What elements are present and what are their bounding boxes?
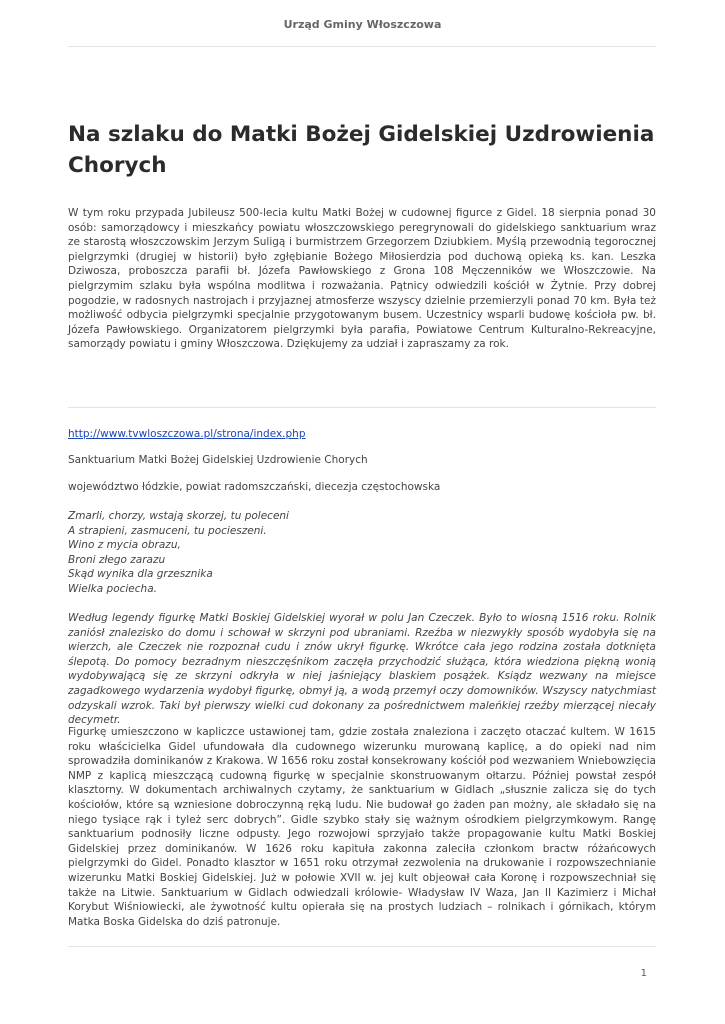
header-divider	[68, 46, 656, 47]
poem-line: Wielka pociecha.	[68, 582, 157, 595]
poem-line: Skąd wynika dla grzesznika	[68, 568, 213, 581]
history-paragraph: Figurkę umieszczono w kapliczce ustawionej tam, gdzie została znaleziona i zaczęto otaczać kultem. W 1615 roku właścicielka Gidel ufundowała dla cudownego wizerunku murowaną kaplicę, a do opieki nad nim sprowadziła dominikanów z Krakowa. W 1656 roku został konsekrowany kościół pod wezwaniem Wniebowzięcia NMP z kaplicą mieszczącą cudowną figurkę w specjalnie skonstruowanym ołtarzu. Później powstał zespół klasztorny. W dokumentach archiwalnych czytamy, że sanktuarium w Gidlach „słusznie zalicza się do tych kościołów, które są wzniesione dobroczynną ręką ludu. Nie budował go żaden pan możny, ale składało się na niego tysiące rąk i tyleż serc dobrych”. Gidle szybko stały się ważnym ośrodkiem pielgrzymkowym. Rangę sanktuarium podnosiły liczne odpusty. Jego rozwojowi sprzyjało także propagowanie kultu Matki Boskiej Gidelskiej przez dominikanów. W 1626 roku kapituła zakonna zaleciła członkom bractw różańcowych pielgrzymki do Gidel. Ponadto klasztor w 1651 roku otrzymał zezwolenia na drukowanie i rozpowszechnianie wizerunku Matki Boskiej Gidelskiej. Już w połowie XVII w. jej kult objeował cała Koronę i rozpowszechniał się także na Litwie. Sanktuarium w Gidlach odwiedzali królowie- Władysław IV Waza, Jan II Kazimierz i Michał Korybut Wiśniowiecki, ale żywotność kultu opierała się na prostych ludziach – rolnikach i górnikach, którym Matka Boska Gidelska do dziś patronuje.	[68, 726, 656, 928]
site-header: Urząd Gminy Włoszczowa	[283, 18, 442, 31]
source-link[interactable]: http://www.tvwloszczowa.pl/strona/index.php	[68, 428, 306, 440]
poem-line: Wino z mycia obrazu,	[68, 539, 181, 552]
page-number: 1	[640, 968, 647, 979]
footer-divider	[68, 946, 656, 947]
poem	[68, 509, 656, 597]
poem-line: A strapieni, zasmuceni, tu pocieszeni.	[68, 524, 267, 537]
sanctuary-location: województwo łódzkie, powiat radomszczański, diecezja częstochowska	[68, 481, 441, 493]
sanctuary-name: Sanktuarium Matki Bożej Gidelskiej Uzdrowienie Chorych	[68, 454, 368, 466]
article-intro: W tym roku przypada Jubileusz 500-lecia kultu Matki Bożej w cudownej figurce z Gidel. 18 sierpnia ponad 30 osób: samorządowcy i mieszkańcy powiatu włoszczowskiego peregrynowali do gidelskiego sanktuarium wraz ze starostą włoszczowskim Jerzym Suligą i burmistrzem Grzegorzem Dziubkiem. Myślą przewodnią tegorocznej pielgrzymki (drugiej w historii) było zgłębianie Bożego Miłosierdzia pod duchową opieką ks. kan. Leszka Dziwosza, proboszcza parafii bł. Józefa Pawłowskiego z Grona 108 Męczenników we Włoszczowie. Na pielgrzymim szlaku była wspólna modlitwa i rozważania. Pątnicy odwiedzili kościół w Żytnie. Przy dobrej pogodzie, w radosnych nastrojach i przyjaznej atmosferze wszyscy dzielnie przemierzyli ponad 70 km. Była też możliwość odbycia pielgrzymki specjalnie przygotowanym busem. Uczestnicy wsparli budowę kościoła pw. bł. Józefa Pawłowskiego. Organizatorem pielgrzymki była parafia, Powiatowe Centrum Kulturalno-Rekreacyjne, samorządy powiatu i gminy Włoszczowa. Dziękujemy za udział i zapraszamy za rok.	[68, 207, 656, 351]
legend-paragraph: Według legendy figurkę Matki Boskiej Gidelskiej wyorał w polu Jan Czeczek. Było to wiosną 1516 roku. Rolnik zaniósł znalezisko do domu i schował w skrzyni pod ubraniami. Rzeźba w niezwykły sposób wydobyła się na wierzch, ale Czeczek nie rozpoznał cudu i znów ukrył figurkę. Wkrótce cała jego rodzina została dotknięta ślepotą. Do pomocy bezradnym nieszczęśnikom zaczęła przychodzić służąca, która wiedziona piękną wonią wydobywającą się ze skrzyni odkryła w niej jaśniejący blaskiem posążek. Ksiądz wezwany na miejsce zagadkowego wydarzenia wydobył figurkę, obmył ją, a wodą przemył oczy domowników. Wszyscy natychmiast odzyskali wzrok. Taki był pierwszy wielki cud dokonany za pośrednictwem maleńkiej rzeźby mierzącej niecały decymetr.	[68, 612, 656, 727]
poem-line: Zmarli, chorzy, wstają skorzej, tu poleceni	[68, 510, 289, 522]
article-title: Na szlaku do Matki Bożej Gidelskiej Uzdrowienia Chorych	[68, 122, 655, 178]
poem-line: Broni złego zarazu	[68, 553, 166, 566]
section-divider	[68, 407, 656, 408]
